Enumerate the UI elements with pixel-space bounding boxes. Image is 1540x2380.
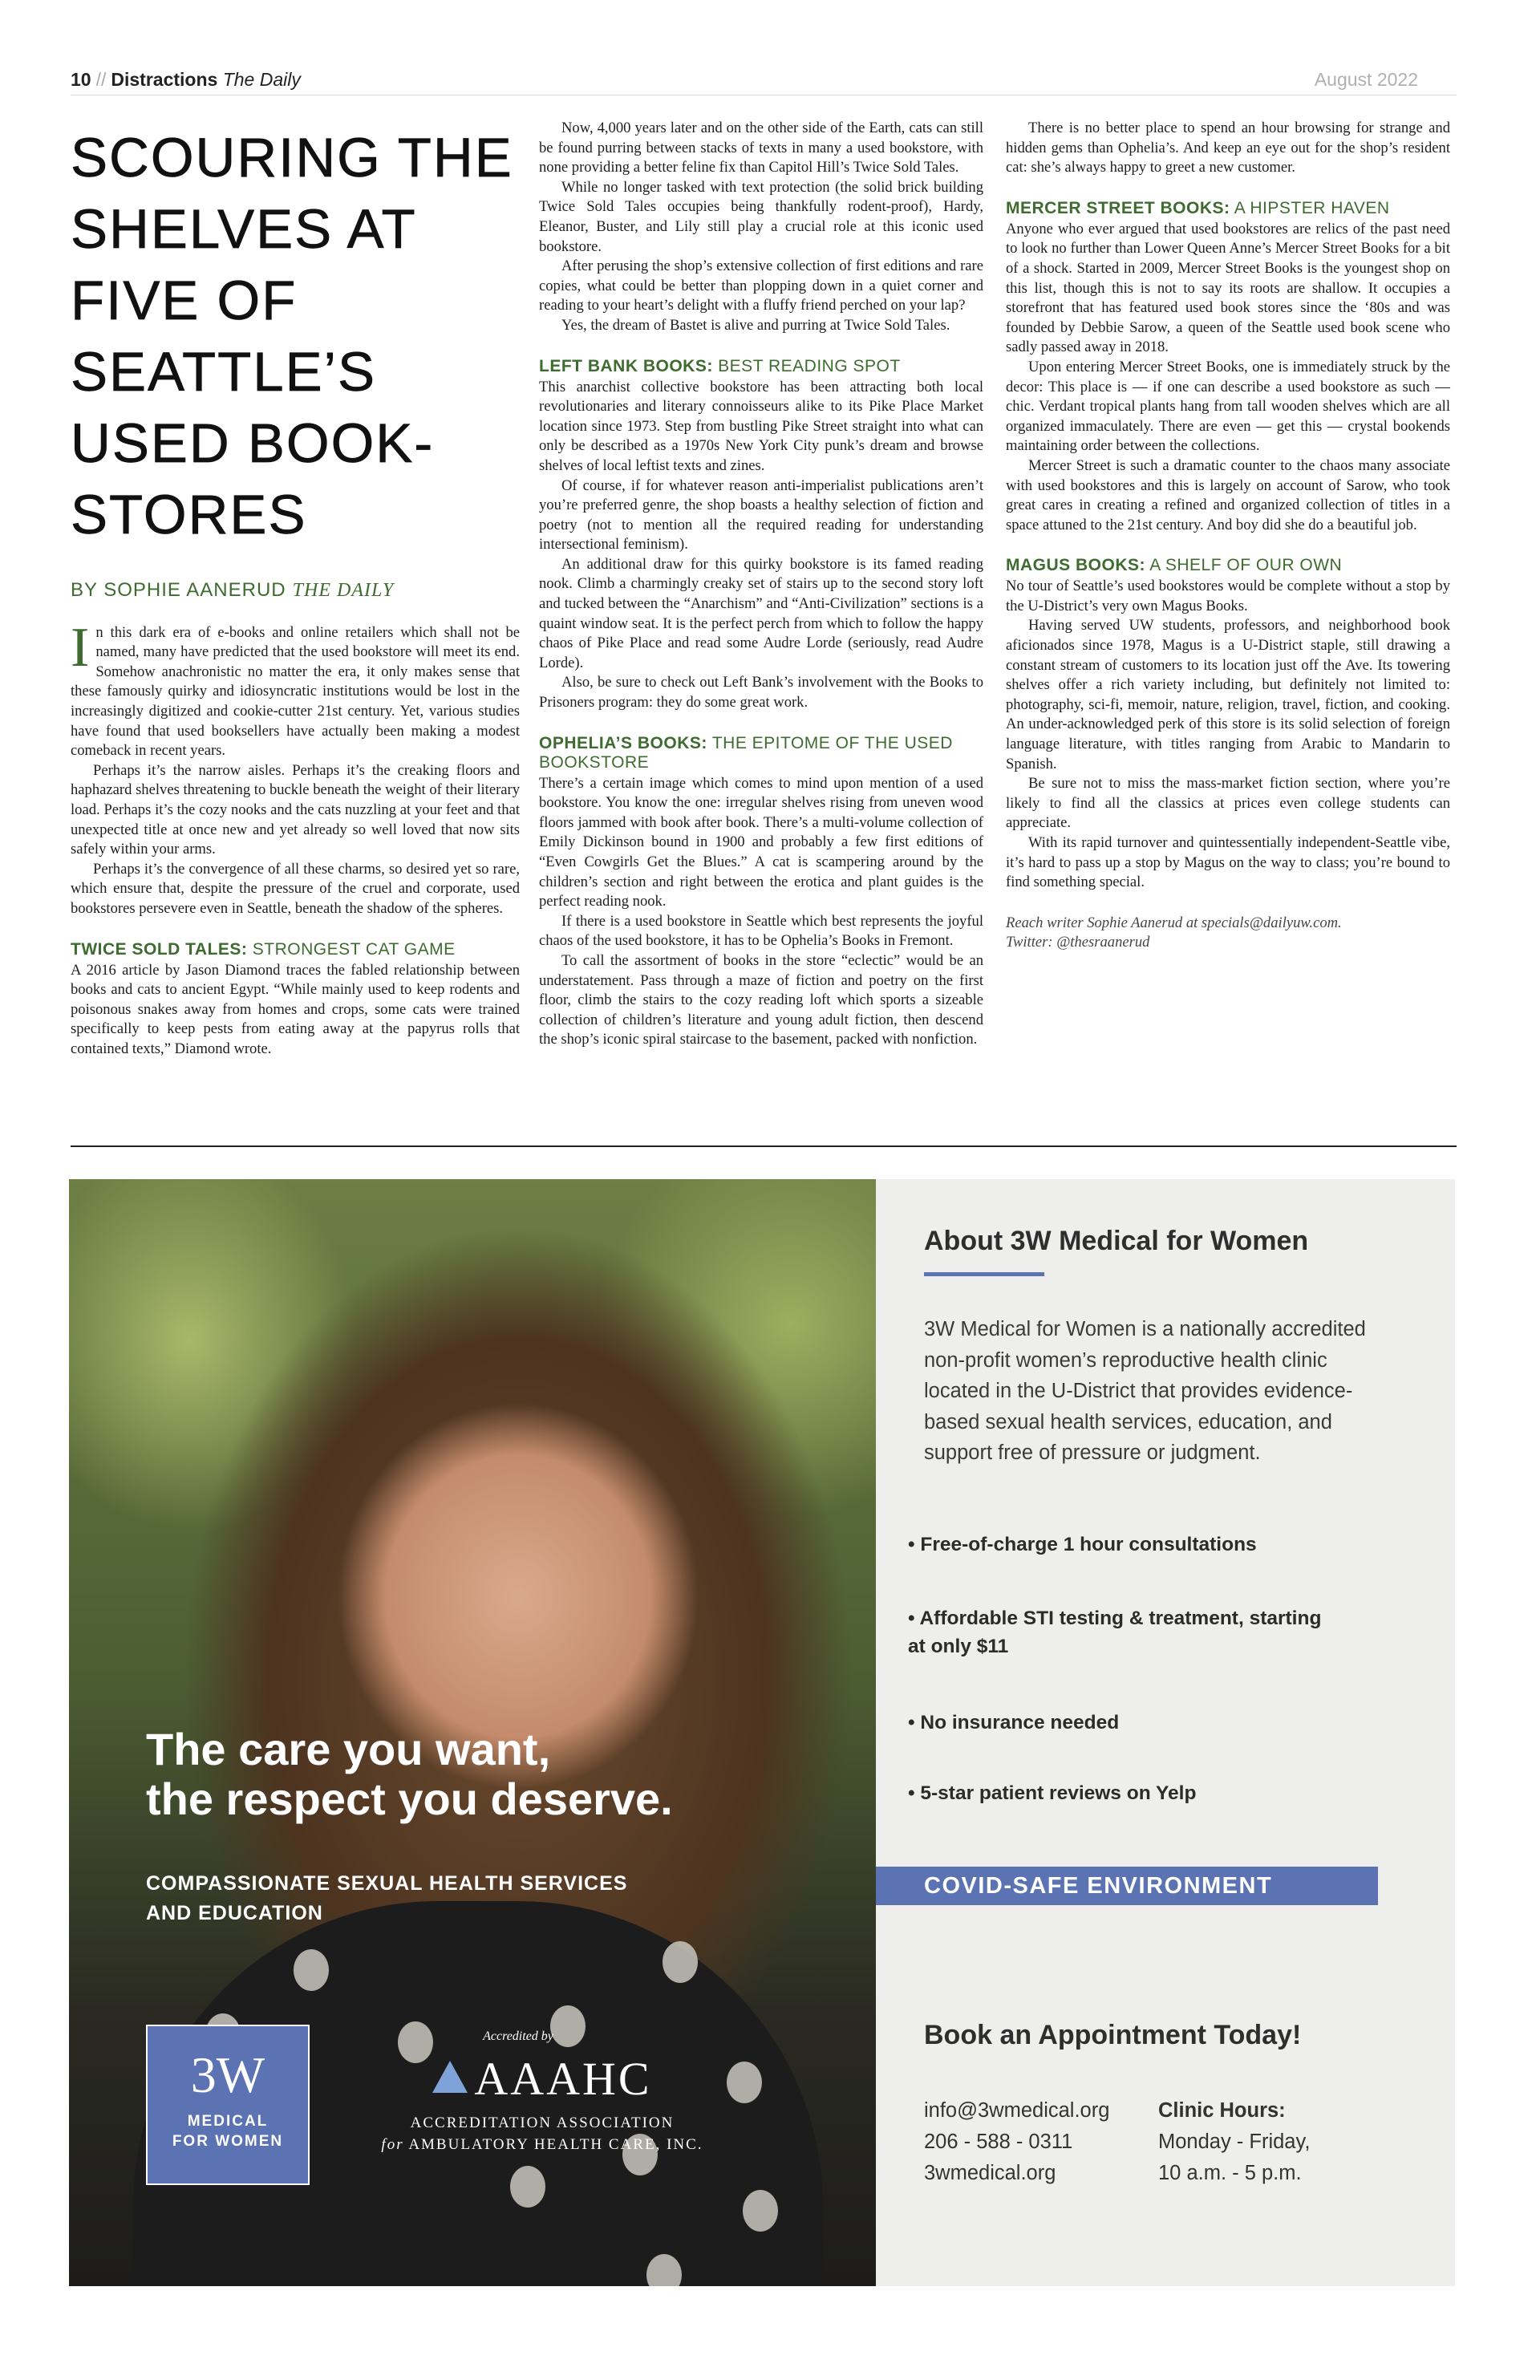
service-bullet: • Affordable STI testing & treatment, starting at only $11 (908, 1608, 1322, 1657)
article-column-2 (539, 119, 983, 1050)
body-paragraph: This anarchist collective bookstore has been attracting both local revolutionaries and literary connoisseurs alike to its Pike Place Market location since 1973. Step from bustling Pike Street straight into what can only be described as a 1970s New York City punk’s dream and browse shelves of local leftist texts and zines. (539, 378, 983, 474)
shirt-dot (743, 2190, 778, 2232)
ad-subtagline-line: AND EDUCATION (146, 1902, 323, 1924)
ad-tagline (146, 1725, 852, 1824)
body-paragraph: Having served UW students, professors, and neighborhood book aficionados since 1978, Magus is a U-District staple, still drawing a constant stream of customers to its location just off the Ave. Its towering shelves offer a rich variety including, but definitely not limited to: photography, sci-fi, memoir, nature, religion, travel, fiction, and cooking. An under-acknowledged perk of this store is its solid selection of foreign language literature, with titles ranging from Arabic to Mandarin to Spanish. (1006, 617, 1450, 772)
body-paragraph: While no longer tasked with text protection (the solid brick building Twice Sold Tales occupies being thankfully rodent-proof), Hardy, Eleanor, Buster, and Lily still play a crucial role at this iconic used bookstore. (539, 178, 983, 255)
shirt-dot (510, 2166, 545, 2208)
body-paragraph: There is no better place to spend an hour browsing for strange and hidden gems than Ophelia’s. And keep an eye out for the shop’s resident cat: she’s always happy to greet a new customer. (1006, 120, 1450, 176)
body-paragraph: Be sure not to miss the mass-market fiction section, where you’re likely to find all the classics at prices even college students can appreciate. (1006, 775, 1450, 832)
subhead-magus-books (1006, 556, 1450, 575)
contact-email[interactable]: info@3wmedical.org (924, 2099, 1110, 2122)
subhead-name: LEFT BANK BOOKS: (539, 356, 713, 375)
intro-text: n this dark era of e-books and online retailers which shall not be named, many have predicted that the used bookstore will meet its end. Somehow anachronistic no matter the era, it only makes sense that these famously quirky and idiosyncratic institutions would be lost in the increasingly digitized and cookie-cutter 21st century. Yet, various studies have found that used booksellers have actually been making a modest comeback in recent years. (71, 623, 520, 760)
body-paragraph: Yes, the dream of Bastet is alive and purring at Twice Sold Tales. (561, 316, 950, 334)
subhead-left-bank-books (539, 357, 983, 376)
contact-info (924, 2095, 1109, 2189)
drop-cap: I (71, 616, 90, 679)
accredited-by-label: Accredited by (483, 2029, 553, 2043)
byline (71, 581, 520, 601)
subhead-mercer-street-books (1006, 199, 1450, 218)
service-bullet: • Free-of-charge 1 hour consultations (908, 1534, 1257, 1555)
contact-website[interactable]: 3wmedical.org (924, 2162, 1056, 2184)
subhead-tag: A HIPSTER HAVEN (1234, 198, 1390, 217)
aaahc-triangle-icon (432, 2061, 468, 2093)
body-paragraph: An additional draw for this quirky bookstore is its famed reading nook. Climb a charmingly creaky set of stairs up to the second story loft and tucked between the “Anarchism” and “Anti-Civilization” sections is a quaint window seat. It is the perfect perch from which to follow the happy chaos of Pike Place and read some Audre Lorde (seriously, read Audre Lorde). (539, 555, 983, 671)
aaahc-wordmark (342, 2052, 743, 2106)
subhead-tag: BEST READING SPOT (718, 356, 901, 375)
covid-safe-banner: COVID-SAFE ENVIRONMENT (876, 1867, 1378, 1905)
body-paragraph: Also, be sure to check out Left Bank’s involvement with the Books to Prisoners program: they do some great work. (539, 674, 983, 712)
subhead-name: OPHELIA’S BOOKS: (539, 733, 707, 752)
byline-publication: THE DAILY (292, 580, 395, 601)
subhead-ophelias-books (539, 734, 983, 772)
about-title: About 3W Medical for Women (924, 1226, 1309, 1256)
subhead-tag: A SHELF OF OUR OWN (1149, 556, 1343, 575)
subhead-name: MAGUS BOOKS: (1006, 556, 1145, 575)
ad-subtagline (146, 1869, 707, 1928)
body-paragraph: Now, 4,000 years later and on the other side of the Earth, cats can still be found purring between stacks of texts in many a used bookstore, with none providing a better feline fix than Capitol Hill’s Twice Sold Tales. (539, 120, 983, 176)
body-paragraph: Mercer Street is such a dramatic counter to the chaos many associate with used bookstores and this is largely on account of Sarow, who took great cares in creating a refined and organized collection of titles in a space attuned to the 21st century. And boy did she do a beautiful job. (1006, 456, 1450, 533)
body-paragraph: To call the assortment of books in the store “eclectic” would be an understatement. Pass through a maze of fiction and poetry on the first floor, climb the stairs to the cozy reading loft which sports a sizeable collection of children’s literature and young adult fiction, then descend the shop’s iconic spiral staircase to the basement, packed with nonfiction. (539, 951, 983, 1048)
body-paragraph: After perusing the shop’s extensive collection of first editions and rare copies, what could be better than plopping down in a quiet corner and reading to your heart’s delight with a fluffy friend perched on your lap? (539, 257, 983, 314)
logo-for-women-text: FOR WOMEN (172, 2133, 284, 2150)
body-paragraph: Anyone who ever argued that used bookstores are relics of the past need to look no further than Lower Queen Anne’s Mercer Street Books for a bit of a shock. Started in 2009, Mercer Street Books is the youngest shop on this list, though this is not to say its roots are shallow. It occupies a storefront that has featured used book stores since the ‘80s and was founded by Debbie Sarow, a queen of the Seattle used book scene who sadly passed away in 2018. (1006, 220, 1450, 356)
section-divider (71, 1145, 1457, 1147)
page-header (71, 67, 1457, 95)
section-name: Distractions (111, 69, 218, 90)
about-title-underline (924, 1272, 1044, 1276)
aaahc-for-word: for (381, 2136, 404, 2153)
intro-paragraph (71, 616, 520, 761)
service-bullet: • 5-star patient reviews on Yelp (908, 1782, 1197, 1804)
logo-medical-text: MEDICAL (187, 2113, 269, 2130)
aaahc-full-line (342, 2134, 743, 2155)
body-paragraph: Perhaps it’s the convergence of all these charms, so desired yet so rare, which ensure that, despite the pressure of the cruel and corporate, used bookstores persevere even in Seattle, beneath the shadow of the spheres. (71, 860, 520, 917)
aaahc-full-name (342, 2112, 743, 2155)
subhead-name: MERCER STREET BOOKS: (1006, 198, 1230, 217)
ad-tagline-line: the respect you deserve. (146, 1774, 673, 1824)
body-paragraph: Of course, if for whatever reason anti-imperialist publications aren’t you’re preferred genre, the shop boasts a healthy selection of fiction and poetry (not to mention all the required reading for understanding intersectional feminism). (539, 476, 983, 553)
shirt-dot (663, 1941, 698, 1983)
body-paragraph: Upon entering Mercer Street Books, one is immediately struck by the decor: This place is — if one can describe a used bookstore as such — chic. Verdant tropical plants hang from tall wooden shelves which are all organized immaculately. There are even — get this — crystal bookends maintaining order between the collections. (1006, 358, 1450, 455)
contact-phone[interactable]: 206 - 588 - 0311 (924, 2131, 1073, 2153)
subhead-name: TWICE SOLD TALES: (71, 939, 248, 959)
header-separator: // (95, 69, 107, 90)
body-paragraph: With its rapid turnover and quintessentially independent-Seattle vibe, it’s hard to pass up a stop by Magus on the way to class; you’re bound to find something special. (1006, 834, 1450, 891)
author-twitter-line: Twitter: @thesraanerud (1006, 933, 1150, 951)
clinic-hours-time: 10 a.m. - 5 p.m. (1158, 2162, 1302, 2184)
subhead-tag: STRONGEST CAT GAME (252, 939, 456, 959)
shirt-dot (646, 2254, 682, 2286)
body-paragraph: If there is a used bookstore in Seattle which best represents the joyful chaos of the used bookstore, it has to be Ophelia’s Books in Fremont. (539, 912, 983, 950)
byline-author: BY SOPHIE AANERUD (71, 579, 286, 601)
page-header-left (71, 69, 301, 91)
page-number: 10 (71, 69, 91, 90)
body-paragraph: No tour of Seattle’s used bookstores would be complete without a stop by the U-District’s very own Magus Books. (1006, 578, 1450, 614)
service-bullet: • No insurance needed (908, 1712, 1120, 1733)
article-column-1 (71, 119, 520, 1059)
clinic-hours-days: Monday - Friday, (1158, 2131, 1311, 2153)
body-paragraph: A 2016 article by Jason Diamond traces the fabled relationship between books and cats to ancient Egypt. “While mainly used to keep rodents and poisonous snakes away from homes and crops, some cats were trained specifically to keep pests from eating away at the papyrus rolls that contained texts,” Diamond wrote. (71, 961, 520, 1057)
aaahc-full-line-text: AMBULATORY HEALTH CARE, INC. (408, 2136, 703, 2153)
subhead-tag: THE EPITOME OF THE USED BOOKSTORE (539, 733, 953, 772)
author-contact-line: Reach writer Sophie Aanerud at specials@dailyuw.com. (1006, 914, 1342, 931)
book-appointment-title: Book an Appointment Today! (924, 2020, 1302, 2050)
aaahc-full-line: ACCREDITATION ASSOCIATION (410, 2114, 675, 2131)
shirt-dot (294, 1949, 329, 1991)
ad-info-panel (876, 1179, 1455, 2286)
ad-subtagline-line: COMPASSIONATE SEXUAL HEALTH SERVICES (146, 1872, 628, 1895)
aaahc-name: AAAHC (474, 2053, 652, 2105)
author-signature (1006, 914, 1450, 952)
subhead-twice-sold-tales (71, 940, 520, 959)
about-description: 3W Medical for Women is a nationally accredited non-profit women’s reproductive health clinic located in the U-District that provides evidence-based sexual health services, education, and support free of pressure or judgment. (924, 1318, 1366, 1464)
issue-date: August 2022 (1314, 69, 1418, 90)
3w-medical-logo (146, 2025, 310, 2185)
body-paragraph: Perhaps it’s the narrow aisles. Perhaps it’s the creaking floors and haphazard shelves threatening to buckle beneath the weight of their literary load. Perhaps it’s the cozy nooks and the cats nuzzling at your feet and that unexpected title at once new and yet already so well loved that now sits safely within your arms. (71, 761, 520, 858)
advertisement (69, 1179, 1455, 2286)
clinic-hours (1158, 2095, 1310, 2189)
publication-name: The Daily (222, 69, 301, 90)
logo-3w-text: 3W (190, 2046, 265, 2103)
aaahc-accreditation-logo (342, 2029, 743, 2155)
article-column-3 (1006, 119, 1450, 952)
ad-photo-portrait (69, 1179, 876, 2286)
body-paragraph: There’s a certain image which comes to mind upon mention of a used bookstore. You know the one: irregular shelves rising from uneven wood floors jammed with book after book. There’s a multi-volume collection of Emily Dickinson bound in 1900 and probably a few first editions of “Even Cowgirls Get the Blues.” A cat is scampering around by the children’s section and right between the erotica and plant guides is the perfect reading nook. (539, 774, 983, 910)
clinic-hours-label: Clinic Hours: (1158, 2099, 1286, 2122)
article-headline: SCOURING THE SHELVES AT FIVE OF SEATTLE’S USED BOOK-STORES (71, 127, 513, 545)
ad-tagline-line: The care you want, (146, 1724, 551, 1774)
